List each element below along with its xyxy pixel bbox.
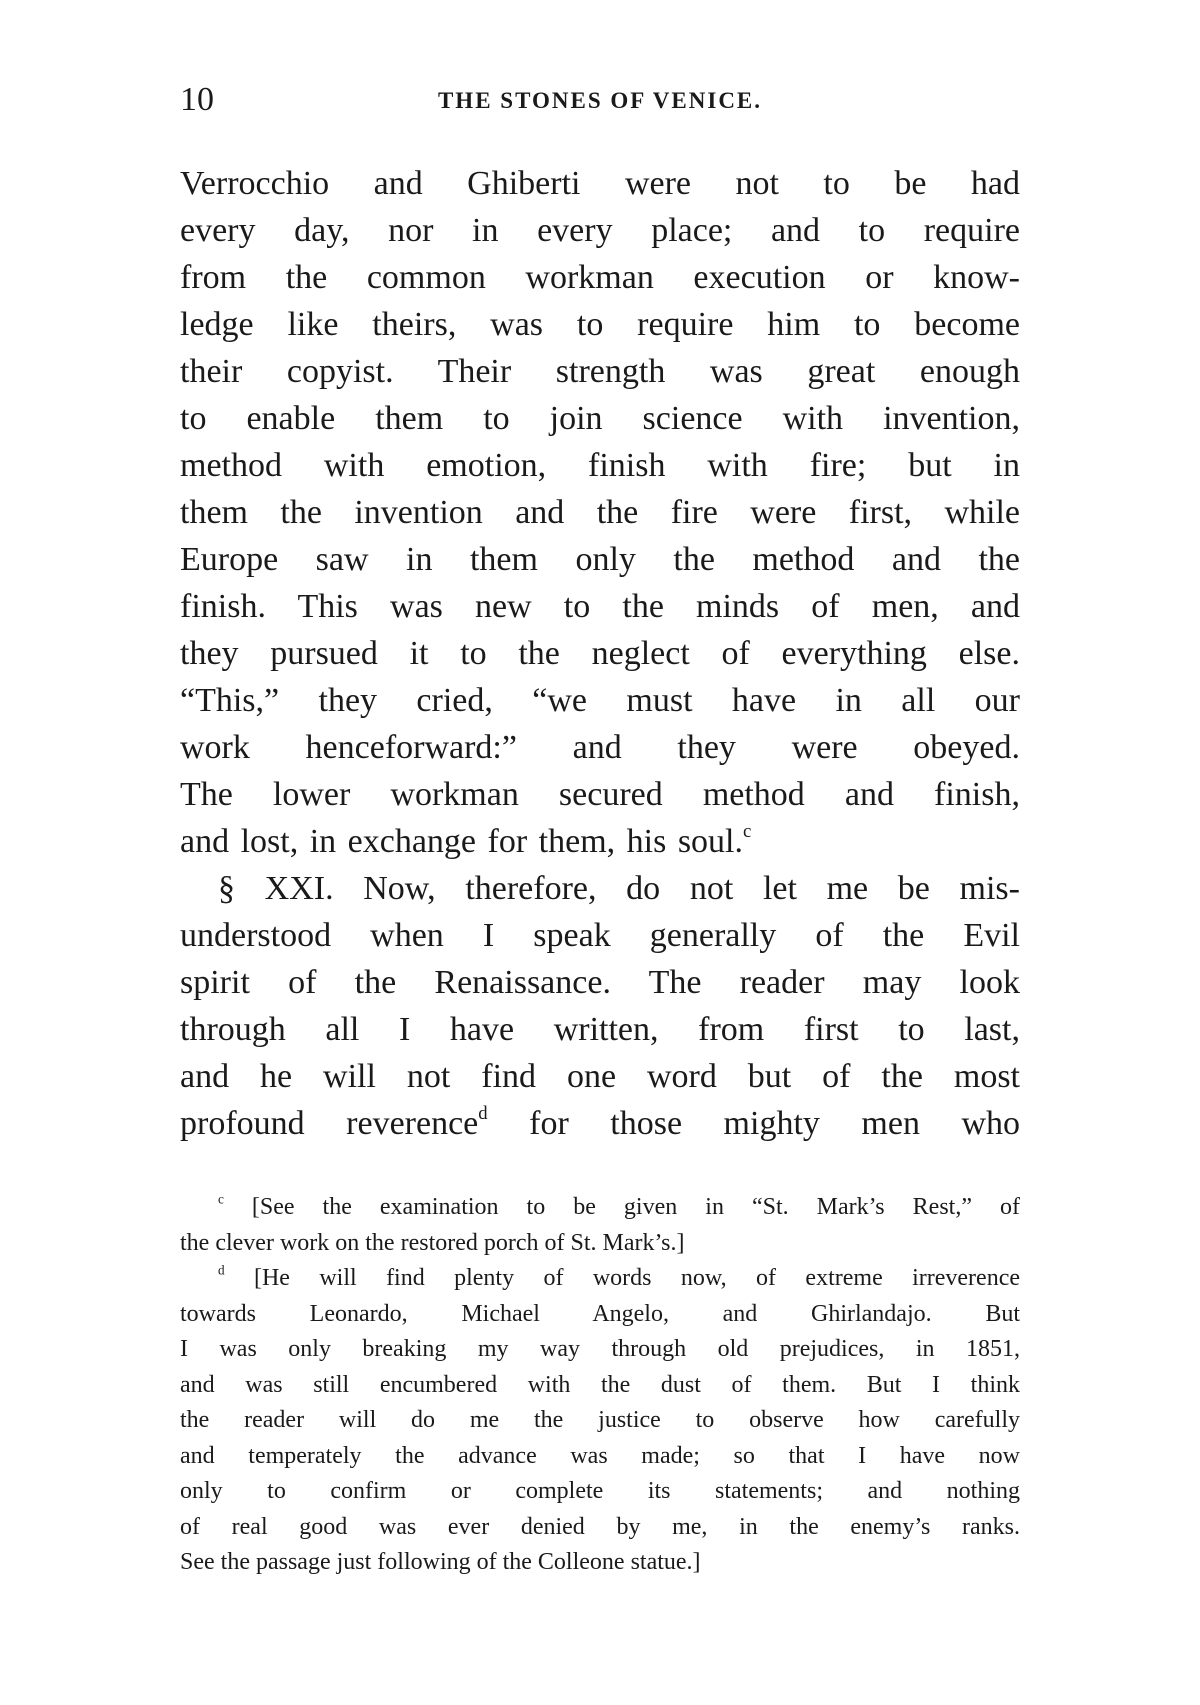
text-line: Europe saw in them only the method and the [180, 541, 1020, 578]
footnotes [180, 1190, 1020, 1581]
page-header [180, 80, 1020, 120]
text-line: The lower workman secured method and finish, [180, 776, 1020, 813]
footnote-text: [See the examination to be given in “St. Mark’s Rest,” of [251, 1194, 1021, 1220]
text-line: and he will not find one word but of the most [180, 1058, 1020, 1095]
text-line: from the common workman execution or know- [180, 259, 1020, 296]
main-text [180, 160, 1020, 1147]
text-line-content: for those mighty men who [487, 1105, 1021, 1142]
text-line: method with emotion, finish with fire; but in [180, 447, 1020, 484]
page-number: 10 [180, 81, 214, 118]
paragraph-last-line [180, 818, 1020, 865]
text-line-content: profound reverence [180, 1105, 479, 1142]
running-title: THE STONES OF VENICE. [437, 88, 763, 113]
footnote-d-line: and temperately the advance was made; so that I have now [180, 1442, 1020, 1469]
footnote-c-marker: c [218, 1191, 224, 1207]
text-line: finish. This was new to the minds of men, and [180, 588, 1020, 625]
footnote-d-line: only to confirm or complete its statements; and nothing [180, 1478, 1020, 1504]
text-line: work henceforward:” and they were obeyed. [180, 729, 1020, 766]
text-line: they pursued it to the neglect of everything else. [180, 635, 1020, 672]
text-line: every day, nor in every place; and to require [180, 212, 1020, 249]
section-start-line: § XXI. Now, therefore, do not let me be mis- [218, 870, 1020, 907]
footnote-ref-d: d [478, 1103, 488, 1125]
text-line: spirit of the Renaissance. The reader may look [180, 964, 1020, 1001]
footnote-d-marker: d [218, 1262, 225, 1278]
footnote-d-line: and was still encumbered with the dust of them. But I think [180, 1371, 1020, 1398]
footnote-d-line: towards Leonardo, Michael Angelo, and Ghirlandajo. But [180, 1300, 1020, 1327]
footnote-d-line [180, 1261, 1020, 1297]
text-line: understood when I speak generally of the Evil [180, 917, 1020, 954]
footnote-d-line: the reader will do me the justice to observe how carefully [180, 1407, 1020, 1433]
footnote-d-line: See the passage just following of the Colleone statue.] [180, 1549, 701, 1575]
footnote-d-line: I was only breaking my way through old prejudices, in 1851, [180, 1336, 1020, 1362]
text-line: through all I have written, from first to last, [180, 1011, 1020, 1048]
footnote-c-line [180, 1190, 1020, 1226]
text-line-content: and lost, in exchange for them, his soul. [180, 823, 744, 860]
text-line: their copyist. Their strength was great enough [180, 353, 1020, 390]
text-line: to enable them to join science with invention, [180, 400, 1020, 437]
final-text-line [180, 1100, 1020, 1147]
footnote-ref-c: c [743, 821, 752, 843]
footnote-d-line: of real good was ever denied by me, in the enemy’s ranks. [180, 1513, 1020, 1540]
footnote-c-line: the clever work on the restored porch of St. Mark’s.] [180, 1229, 685, 1256]
text-line: “This,” they cried, “we must have in all our [180, 682, 1020, 719]
text-line: ledge like theirs, was to require him to become [180, 306, 1020, 343]
text-line: Verrocchio and Ghiberti were not to be had [180, 165, 1020, 202]
text-line: them the invention and the fire were first, while [180, 494, 1020, 531]
footnote-text: [He will find plenty of words now, of extreme irreverence [253, 1265, 1021, 1291]
